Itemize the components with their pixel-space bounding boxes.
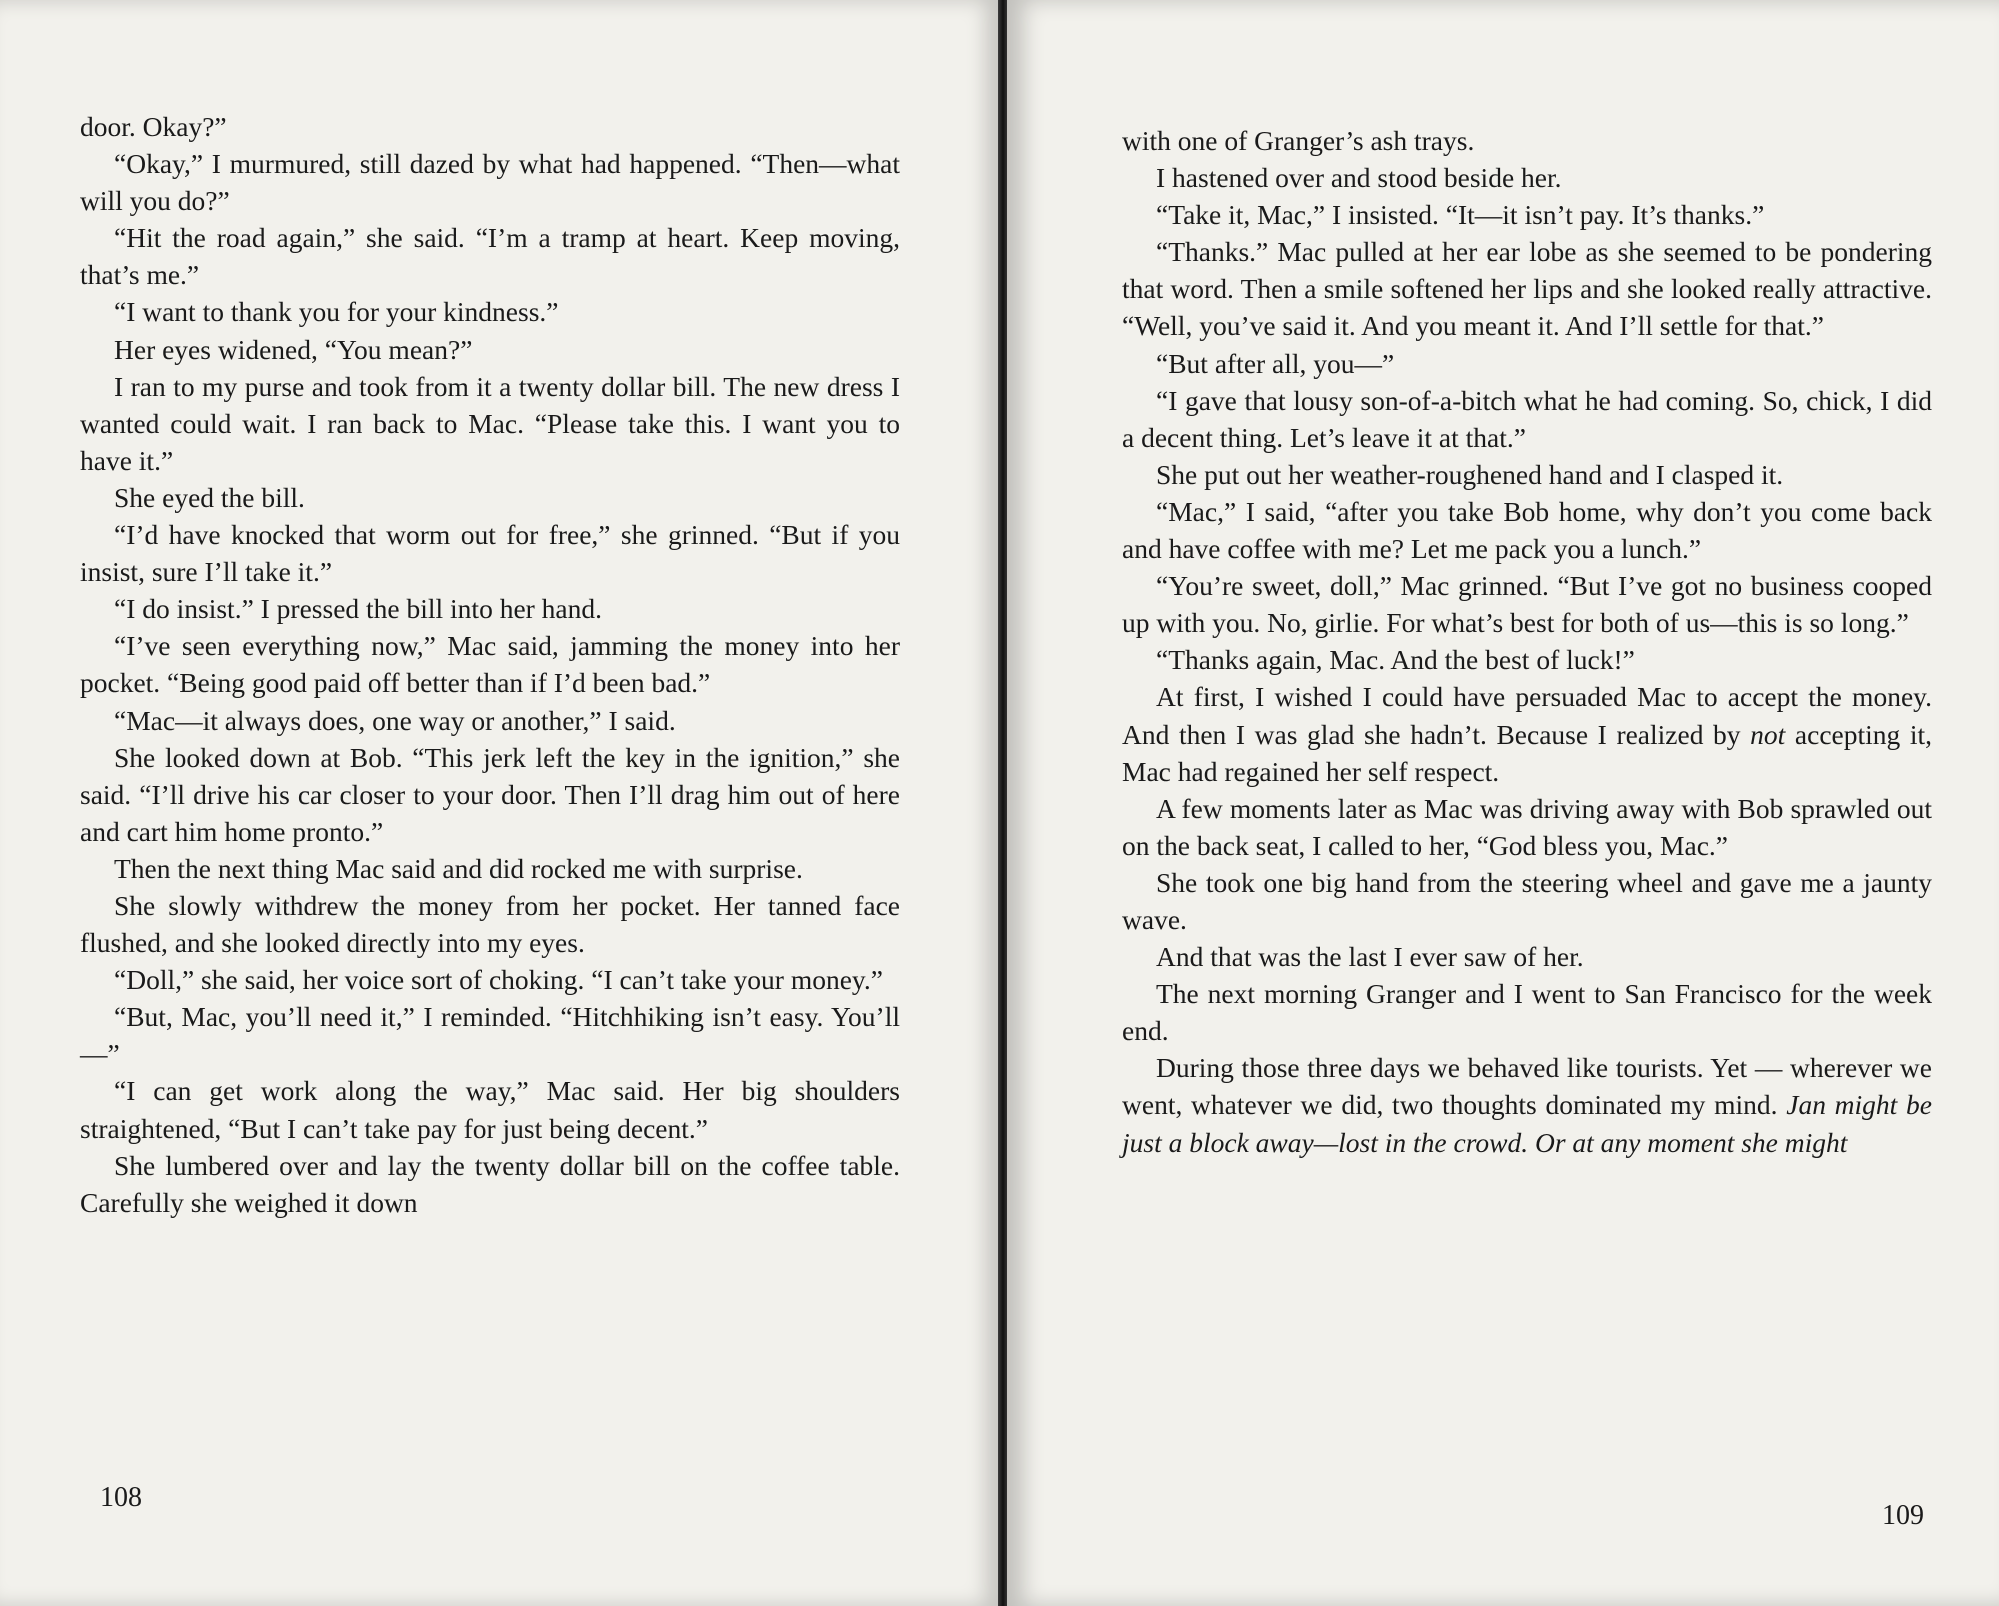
- paragraph-part: During those three days we behaved like tourists. Yet — wherever we went, whatever we did, two thoughts dominated my mind.: [1122, 1052, 1932, 1121]
- emphasis: not: [1750, 718, 1786, 750]
- right-page-text: [1122, 122, 1932, 1161]
- paragraph: Then the next thing Mac said and did rocked me with surprise.: [114, 852, 803, 884]
- paragraph: “Doll,” she said, her voice sort of choking. “I can’t take your money.”: [114, 964, 883, 996]
- page-number: 108: [100, 1482, 142, 1513]
- right-page: [1007, 0, 1999, 1606]
- paragraph-part: At first, I wished I could have persuaded Mac to accept the money. And then I was glad she hadn’t.: [1122, 681, 1932, 750]
- paragraph: “I’ve seen everything now,” Mac said, jamming the money into her pocket. “Being good paid off better than if I’d been bad.”: [80, 630, 900, 699]
- page-number: 109: [1882, 1500, 1924, 1531]
- paragraph: Her eyes widened, “You mean?”: [114, 333, 473, 365]
- paragraph: “Hit the road again,” she said. “I’m a tramp at heart. Keep moving, that’s me.”: [80, 222, 900, 291]
- paragraph-part: accepting it, Mac had regained her self respect.: [1122, 718, 1933, 787]
- paragraph: “Mac—it always does, one way or another,” I said.: [114, 704, 676, 736]
- paragraph-part: Because I realized by: [1496, 718, 1741, 750]
- paragraph: “Thanks again, Mac. And the best of luck!”: [1156, 644, 1635, 676]
- paragraph-with-emphasis: [1122, 678, 1932, 789]
- paragraph: “I gave that lousy son-of-a-bitch what he had coming. So, chick, I did a decent thing. Let’s leave it at that.”: [1122, 384, 1932, 453]
- paragraph: “I’d have knocked that worm out for free,” she grinned. “But if you insist, sure I’ll take it.”: [80, 519, 900, 588]
- paragraph: “Okay,” I murmured, still dazed by what had happened. “Then—what will you do?”: [80, 148, 900, 217]
- paragraph: She slowly withdrew the money from her pocket. Her tanned face flushed, and she looked directly into my eyes.: [80, 889, 900, 959]
- paragraph: She looked down at Bob. “This jerk left the key in the ignition,” she said. “I’ll drive his car closer to your door. Then I’ll drag him out of here and cart him home pronto.”: [80, 741, 900, 847]
- left-page-text: [80, 108, 900, 1221]
- paragraph: She put out her weather-roughened hand and I clasped it.: [1156, 458, 1784, 490]
- paragraph: “But after all, you—”: [1156, 347, 1395, 379]
- paragraph: “Take it, Mac,” I insisted. “It—it isn’t pay. It’s thanks.”: [1156, 199, 1765, 231]
- paragraph: She lumbered over and lay the twenty dollar bill on the coffee table. Carefully she weighed it down: [80, 1149, 900, 1218]
- paragraph: And that was the last I ever saw of her.: [1156, 941, 1584, 973]
- paragraph: A few moments later as Mac was driving away with Bob sprawled out on the back seat, I called to her, “God bless you, Mac.”: [1122, 792, 1932, 861]
- paragraph: “Mac,” I said, “after you take Bob home, why don’t you come back and have coffee with me? Let me pack you a lunch.”: [1122, 495, 1932, 565]
- paragraph: She took one big hand from the steering wheel and gave me a jaunty wave.: [1122, 866, 1932, 935]
- paragraph: I hastened over and stood beside her.: [1156, 162, 1562, 194]
- paragraph: door. Okay?”: [80, 111, 227, 142]
- paragraph: with one of Granger’s ash trays.: [1122, 125, 1475, 156]
- paragraph: “But, Mac, you’ll need it,” I reminded. “Hitchhiking isn’t easy. You’ll—”: [80, 1001, 900, 1070]
- emphasis: Jan might be just a block away—lost in the crowd. Or at any moment she might: [1122, 1089, 1932, 1158]
- paragraph: “I want to thank you for your kindness.”: [114, 296, 559, 328]
- paragraph: The next morning Granger and I went to San Francisco for the week end.: [1122, 978, 1932, 1047]
- paragraph: “I do insist.” I pressed the bill into her hand.: [114, 593, 603, 625]
- paragraph: “You’re sweet, doll,” Mac grinned. “But I’ve got no business cooped up with you. No, girlie. For what’s best for both of us—this is so long.”: [1122, 570, 1932, 639]
- paragraph: She eyed the bill.: [114, 481, 305, 513]
- paragraph: I ran to my purse and took from it a twenty dollar bill. The new dress I wanted could wait. I ran back to Mac. “Please take this. I want you to have it.”: [80, 370, 900, 476]
- paragraph: “Thanks.” Mac pulled at her ear lobe as she seemed to be pondering that word. Then a smile softened her lips and she looked really attractive. “Well, you’ve said it. And you meant it. And I’ll settle for that.”: [1122, 236, 1932, 342]
- paragraph: “I can get work along the way,” Mac said. Her big shoulders straightened, “But I can’t take pay for just being decent.”: [80, 1075, 900, 1144]
- paragraph-with-emphasis: [1122, 1049, 1932, 1160]
